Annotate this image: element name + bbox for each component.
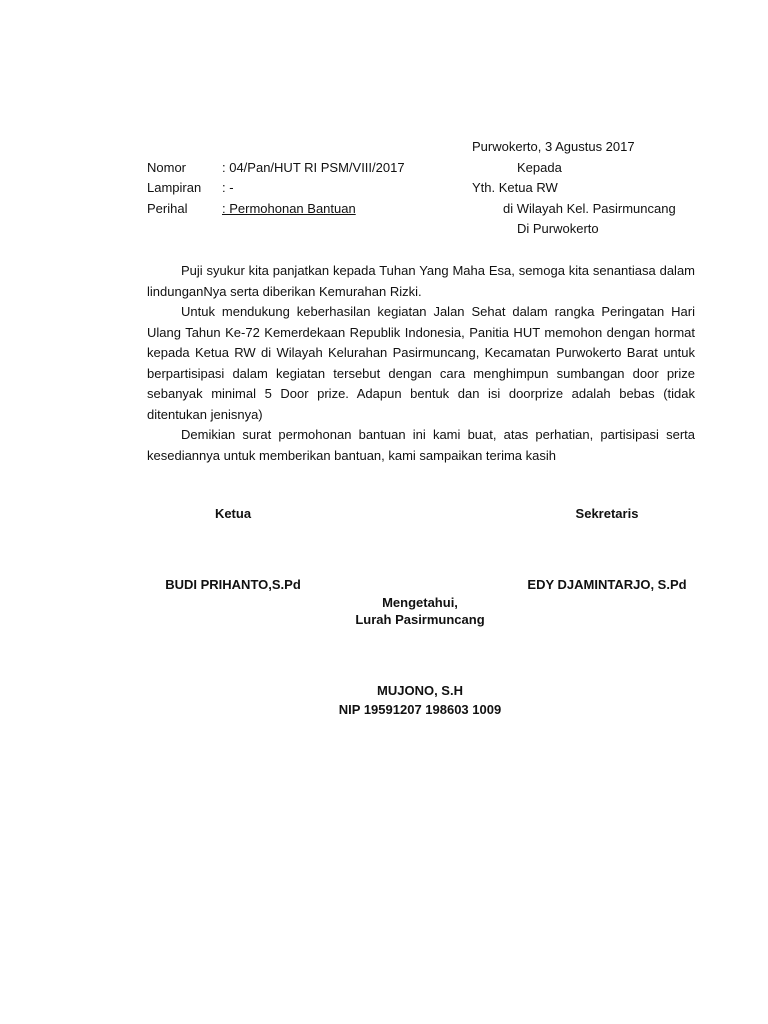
perihal-label: Perihal (147, 201, 188, 216)
letter-body (147, 261, 695, 466)
perihal-value: : Permohonan Bantuan (222, 201, 356, 216)
place-date: Purwokerto, 3 Agustus 2017 (472, 139, 635, 154)
lampiran-value: : - (222, 180, 234, 195)
recipient-yth: Yth. Ketua RW (472, 180, 558, 195)
lurah-title: Lurah Pasirmuncang (355, 612, 485, 627)
paragraph-closing: Demikian surat permohonan bantuan ini kami buat, atas perhatian, partisipasi serta kesediannya untuk memberikan bantuan, kami sampaikan terima kasih (147, 427, 695, 463)
lurah-name: MUJONO, S.H (377, 683, 463, 698)
lampiran-label: Lampiran (147, 180, 202, 195)
ketua-title: Ketua (214, 506, 252, 521)
sekretaris-name: EDY DJAMINTARJO, S.Pd (527, 577, 687, 592)
sekretaris-title: Sekretaris (575, 506, 639, 521)
mengetahui-label: Mengetahui, (382, 595, 458, 610)
recipient-di: Di Purwokerto (517, 221, 599, 236)
recipient-kepada: Kepada (517, 160, 562, 175)
recipient-wilayah: di Wilayah Kel. Pasirmuncang (503, 201, 676, 216)
nomor-label: Nomor (147, 160, 187, 175)
lurah-nip: NIP 19591207 198603 1009 (338, 702, 502, 717)
nomor-value: : 04/Pan/HUT RI PSM/VIII/2017 (222, 160, 405, 175)
paragraph-opening: Puji syukur kita panjatkan kepada Tuhan Yang Maha Esa, semoga kita senantiasa dalam lindunganNya serta diberikan Kemurahan Rizki. (147, 263, 695, 299)
ketua-name: BUDI PRIHANTO,S.Pd (165, 577, 301, 592)
paragraph-main: Untuk mendukung keberhasilan kegiatan Jalan Sehat dalam rangka Peringatan Hari Ulang Tahun Ke-72 Kemerdekaan Republik Indonesia, Panitia HUT memohon dengan hormat kepada Ketua RW di Wilayah Kelurahan Pasirmuncang, Kecamatan Purwokerto Barat untuk berpartisipasi dalam kegiatan tersebut dengan cara menghimpun sumbangan door prize sebanyak minimal 5 Door prize. Adapun bentuk dan isi doorprize adalah bebas (tidak ditentukan jenisnya) (147, 304, 695, 422)
